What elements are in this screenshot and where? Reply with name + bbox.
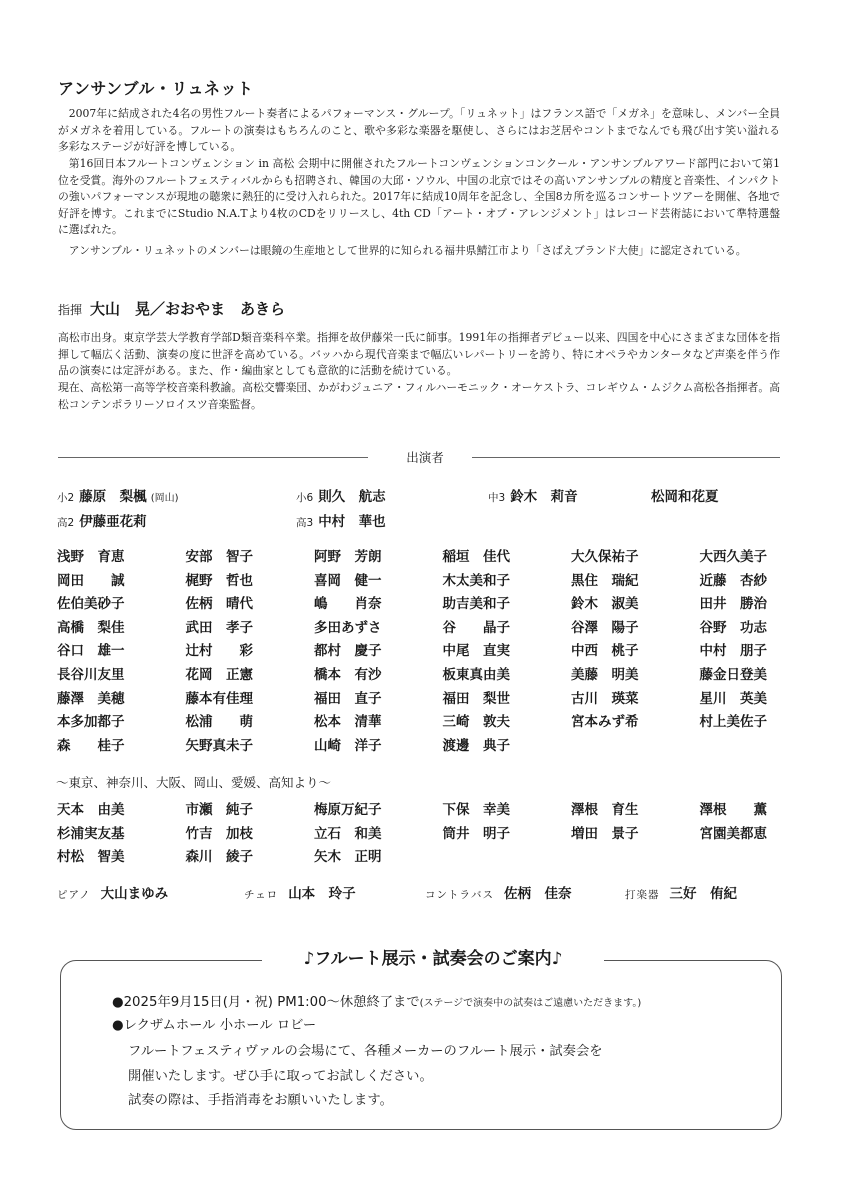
conductor-role: 指揮 bbox=[58, 303, 83, 317]
performer-name: 山崎 洋子 bbox=[314, 737, 382, 754]
performer-name: 藤金日登美 bbox=[699, 666, 767, 683]
performer-name: 森川 綾子 bbox=[185, 849, 253, 866]
divider-right bbox=[472, 457, 780, 458]
performer-name: 多田あずさ bbox=[314, 619, 382, 636]
performer-name: 黒住 瑞紀 bbox=[571, 572, 639, 589]
performer-name: 阿野 芳朗 bbox=[314, 549, 382, 565]
performer-name: 佐柄 晴代 bbox=[185, 596, 253, 613]
members-grid bbox=[57, 545, 828, 757]
exhibit-date: ●2025年9月15日(月・祝) PM1:00〜休憩終了まで(ステージで演奏中の試奏はご遠慮いただきます。) bbox=[112, 995, 642, 1010]
performer-name: 下保 幸美 bbox=[442, 802, 510, 818]
performer-name: 木太美和子 bbox=[442, 572, 510, 589]
performer-name: 村上美佐子 bbox=[699, 714, 767, 731]
performer-name: 本多加都子 bbox=[57, 714, 125, 731]
instrument-percussion: 打楽器 三好 侑紀 bbox=[625, 886, 737, 902]
performer-name: 谷口 雄一 bbox=[57, 643, 125, 660]
performer-name: 高橋 梨佳 bbox=[57, 619, 125, 636]
performer-name: 佐伯美砂子 bbox=[57, 596, 125, 613]
performer-name: 立石 和美 bbox=[314, 825, 382, 842]
conductor-bio-1: 高松市出身。東京学芸大学教育学部D類音楽科卒業。指揮を故伊藤栄一氏に師事。1991年の指揮者デビュー以来、四国を中心にさまざまな団体を指揮して幅広く活動、演奏の度に世評を高めている。バッハから現代音楽まで幅広いレパートリーを誇り、特にオペラやカンタータなど声楽を伴う作品の演奏には定評がある。また、作・編曲家としても意欲的に活動を続けている。 bbox=[58, 331, 780, 378]
performer-name: 橋本 有沙 bbox=[314, 666, 382, 683]
performer-name: 渡邊 典子 bbox=[442, 737, 510, 754]
performer-name: 松浦 萌 bbox=[185, 714, 253, 731]
performer-name: 村松 智美 bbox=[57, 849, 125, 866]
performer-name: 梅原万紀子 bbox=[314, 802, 382, 818]
performer-name: 増田 景子 bbox=[571, 825, 639, 842]
student-entry: 高3 中村 華也 bbox=[296, 514, 386, 530]
exhibit-venue: ●レクザムホール 小ホール ロビー bbox=[112, 1018, 317, 1033]
performer-name: 辻村 彩 bbox=[185, 643, 253, 660]
performer-name: 中村 朋子 bbox=[699, 643, 767, 660]
guests-grid bbox=[57, 798, 828, 869]
performer-name: 板東真由美 bbox=[442, 666, 510, 683]
performer-name: 嶋 肖奈 bbox=[314, 596, 382, 613]
performer-name: 岡田 誠 bbox=[57, 572, 125, 589]
performer-name: 中尾 直実 bbox=[442, 643, 510, 660]
performer-name: 大西久美子 bbox=[699, 549, 767, 565]
performer-name: 浅野 育恵 bbox=[57, 549, 125, 565]
performer-name: 天本 由美 bbox=[57, 802, 125, 818]
performer-name: 宮本みず希 bbox=[571, 714, 639, 731]
performer-name: 花岡 正憲 bbox=[185, 666, 253, 683]
region-label: 〜東京、神奈川、大阪、岡山、愛媛、高知より〜 bbox=[56, 775, 332, 790]
performer-name: 三崎 敦夫 bbox=[442, 714, 510, 731]
performer-name: 喜岡 健一 bbox=[314, 572, 382, 589]
performer-name: 藤本有佳理 bbox=[185, 690, 253, 707]
performer-name: 松本 清華 bbox=[314, 714, 382, 731]
exhibit-desc-1: フルートフェスティヴァルの会場にて、各種メーカーのフルート展示・試奏会を bbox=[128, 1044, 603, 1059]
student-entry: 小2 藤原 梨楓 (岡山) bbox=[57, 489, 179, 505]
performer-name: 大久保祐子 bbox=[571, 549, 639, 565]
performer-name: 澤根 薫 bbox=[699, 802, 767, 818]
performer-name: 長谷川友里 bbox=[57, 666, 125, 683]
performer-name: 助吉美和子 bbox=[442, 596, 510, 613]
conductor-bio-2: 現在、高松第一高等学校音楽科教諭。高松交響楽団、かがわジュニア・フィルハーモニック・オーケストラ、コレギウム・ムジクム高松各指揮者。高松コンテンポラリーソロイスツ音楽監督。 bbox=[58, 381, 780, 411]
performer-name: 都村 慶子 bbox=[314, 643, 382, 660]
performer-name: 星川 英美 bbox=[699, 690, 767, 707]
performer-name: 森 桂子 bbox=[57, 737, 125, 754]
exhibit-title: ♪フルート展示・試奏会のご案内♪ bbox=[303, 949, 563, 969]
student-entry: 中3 鈴木 莉音 bbox=[488, 489, 578, 505]
performer-name: 市瀬 純子 bbox=[185, 802, 253, 818]
ensemble-paragraph-3: アンサンブル・リュネットのメンバーは眼鏡の生産地として世界的に知られる福井県鯖江市より「さばえブランド大使」に認定されている。 bbox=[68, 244, 747, 257]
ensemble-paragraph-1: 2007年に結成された4名の男性フルート奏者によるパフォーマンス・グループ。「リュネット」はフランス語で「メガネ」を意味し、メンバー全員がメガネを着用している。フルートの演奏はもちろんのこと、歌や多彩な楽器を駆使し、さらにはお芝居やコントまでなんでも飛び出す笑い溢れる多彩なステージが好評を博している。 bbox=[58, 107, 780, 154]
performer-name: 稲垣 佳代 bbox=[442, 549, 510, 565]
performer-name: 竹吉 加枝 bbox=[185, 825, 253, 842]
performer-name: 中西 桃子 bbox=[571, 643, 639, 660]
ensemble-paragraph-2: 第16回日本フルートコンヴェンション in 高松 会期中に開催されたフルートコンヴェンションコンクール・アンサンブルアワード部門において第1位を受賞。海外のフルートフェスティバルからも招聘され、韓国の大邱・ソウル、中国の北京ではその高いアンサンブルの精度と音楽性、インパクトの強いパフォーマンスが現地の聴衆に熱狂的に受け入れられた。2017年に結成10周年を記念し、全国8カ所を巡るコンサートツアーを開催、各地で好評を博す。これまでにStudio N.A.Tより4枚のCDをリリースし、4th CD「アート・オブ・アレンジメント」はレコード芸術誌において準特選盤に選ばれた。 bbox=[58, 157, 780, 237]
performer-name: 藤澤 美穂 bbox=[57, 690, 125, 707]
performer-name: 澤根 育生 bbox=[571, 802, 639, 818]
performer-name: 近藤 杏紗 bbox=[699, 572, 767, 589]
ensemble-title: アンサンブル・リュネット bbox=[58, 79, 254, 98]
conductor-name: 大山 晃／おおやま あきら bbox=[90, 300, 286, 318]
performer-name: 筒井 明子 bbox=[442, 825, 510, 842]
performer-name: 谷野 功志 bbox=[699, 619, 767, 636]
instrument-contrabass: コントラバス 佐柄 佳奈 bbox=[425, 886, 572, 902]
performer-name: 杉浦実友基 bbox=[57, 825, 125, 842]
performer-name: 谷 晶子 bbox=[442, 619, 510, 636]
performer-name: 谷澤 陽子 bbox=[571, 619, 639, 636]
performer-name: 矢木 正明 bbox=[314, 849, 382, 866]
performers-heading: 出演者 bbox=[406, 450, 444, 465]
performer-name: 古川 瑛菜 bbox=[571, 690, 639, 707]
performer-name: 美藤 明美 bbox=[571, 666, 639, 683]
student-entry: 松岡和花夏 bbox=[651, 489, 719, 505]
conductor-heading bbox=[58, 298, 285, 319]
student-entry: 小6 則久 航志 bbox=[296, 489, 386, 505]
performer-name: 武田 孝子 bbox=[185, 619, 253, 636]
performer-name: 宮園美都恵 bbox=[699, 825, 767, 842]
performer-name: 梶野 哲也 bbox=[185, 572, 253, 589]
instrument-piano: ピアノ 大山まゆみ bbox=[57, 886, 169, 902]
performer-name: 福田 直子 bbox=[314, 690, 382, 707]
exhibit-desc-3: 試奏の際は、手指消毒をお願いいたします。 bbox=[128, 1093, 393, 1108]
performer-name: 安部 智子 bbox=[185, 549, 253, 565]
performer-name: 田井 勝治 bbox=[699, 596, 767, 613]
performer-name: 鈴木 淑美 bbox=[571, 596, 639, 613]
exhibit-title-wrap bbox=[262, 944, 604, 969]
student-entry: 高2 伊藤亜花莉 bbox=[57, 514, 147, 530]
divider-left bbox=[58, 457, 368, 458]
performer-name: 福田 梨世 bbox=[442, 690, 510, 707]
performer-name: 矢野真未子 bbox=[185, 737, 253, 754]
instrument-cello: チェロ 山本 玲子 bbox=[244, 886, 356, 902]
exhibit-desc-2: 開催いたします。ぜひ手に取ってお試しください。 bbox=[128, 1069, 433, 1084]
